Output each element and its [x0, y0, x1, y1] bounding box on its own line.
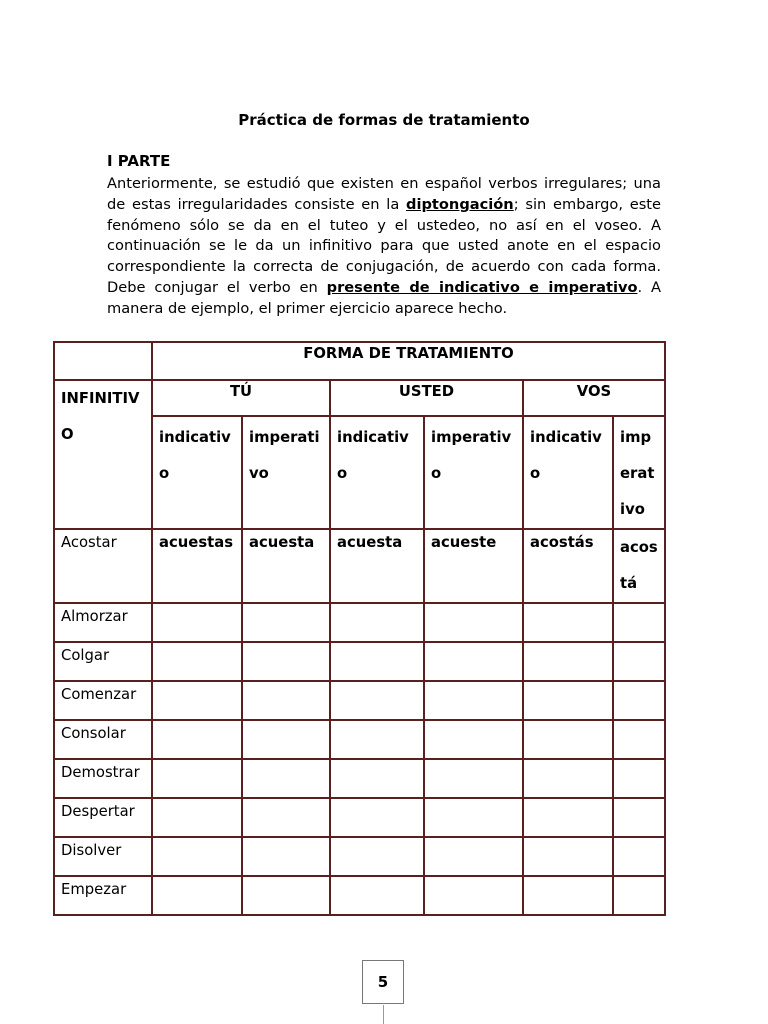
tu-indicativo-header: indicativo — [152, 416, 242, 529]
usted-indicativo-header: indicativo — [330, 416, 424, 529]
answer-input-cell[interactable] — [152, 798, 242, 837]
answer-input-cell[interactable] — [523, 759, 613, 798]
answer-input-cell[interactable] — [152, 681, 242, 720]
answer-input-cell[interactable] — [330, 876, 424, 915]
emphasis-diptongacion: diptongación — [406, 195, 514, 213]
table-row — [54, 720, 665, 759]
answer-input-cell[interactable] — [613, 681, 665, 720]
answer-input-cell[interactable] — [523, 876, 613, 915]
vos-indicativo-header: indicativo — [523, 416, 613, 529]
answer-input-cell[interactable] — [613, 720, 665, 759]
corner-cell — [54, 342, 152, 380]
answer-input-cell[interactable] — [424, 681, 523, 720]
table-row — [54, 837, 665, 876]
answer-input-cell[interactable] — [523, 837, 613, 876]
answer-input-cell[interactable] — [424, 837, 523, 876]
vos-imperativo-header: imperativo — [613, 416, 665, 529]
answer-input-cell[interactable] — [242, 837, 330, 876]
answer-input-cell[interactable] — [242, 603, 330, 642]
answer-input-cell[interactable] — [523, 798, 613, 837]
answer-input-cell[interactable] — [613, 876, 665, 915]
answer-input-cell[interactable] — [242, 681, 330, 720]
answer-cell: acueste — [424, 529, 523, 603]
page-number: 5 — [362, 960, 404, 1004]
answer-input-cell[interactable] — [523, 603, 613, 642]
table-row — [54, 642, 665, 681]
answer-input-cell[interactable] — [424, 642, 523, 681]
verb-cell: Colgar — [54, 642, 152, 681]
answer-input-cell[interactable] — [613, 603, 665, 642]
page-number-connector — [383, 1005, 386, 1024]
answer-input-cell[interactable] — [613, 837, 665, 876]
instructions-paragraph — [107, 174, 661, 320]
verb-cell: Comenzar — [54, 681, 152, 720]
answer-input-cell[interactable] — [523, 720, 613, 759]
verb-cell: Despertar — [54, 798, 152, 837]
paragraph-text-1: Anteriormente, se estudió que existen en español verbos irregulares; una de estas irregularidades consiste en la — [107, 175, 661, 213]
tu-imperativo-header: imperativo — [242, 416, 330, 529]
answer-input-cell[interactable] — [152, 603, 242, 642]
answer-input-cell[interactable] — [523, 681, 613, 720]
answer-input-cell[interactable] — [152, 642, 242, 681]
answer-input-cell[interactable] — [152, 876, 242, 915]
group-tu: TÚ — [152, 380, 330, 416]
section-heading: I PARTE — [107, 152, 171, 170]
answer-input-cell[interactable] — [613, 759, 665, 798]
answer-input-cell[interactable] — [152, 720, 242, 759]
verb-cell: Disolver — [54, 837, 152, 876]
document-title: Práctica de formas de tratamiento — [238, 111, 530, 129]
usted-imperativo-header: imperativo — [424, 416, 523, 529]
answer-cell: acuestas — [152, 529, 242, 603]
answer-input-cell[interactable] — [424, 603, 523, 642]
verb-cell: Empezar — [54, 876, 152, 915]
infinitive-header: INFINITIVO — [54, 380, 152, 529]
answer-cell: acostá — [613, 529, 665, 603]
answer-input-cell[interactable] — [613, 642, 665, 681]
answer-input-cell[interactable] — [242, 876, 330, 915]
paragraph-text-3: . A manera de ejemplo, el primer ejercicio aparece hecho. — [107, 278, 661, 317]
emphasis-tenses: presente de indicativo e imperativo — [326, 278, 638, 296]
answer-input-cell[interactable] — [330, 681, 424, 720]
answer-input-cell[interactable] — [330, 642, 424, 681]
answer-input-cell[interactable] — [242, 720, 330, 759]
table-row-example — [54, 529, 665, 603]
group-usted: USTED — [330, 380, 523, 416]
answer-input-cell[interactable] — [424, 798, 523, 837]
answer-input-cell[interactable] — [242, 642, 330, 681]
verb-cell: Almorzar — [54, 603, 152, 642]
main-header: FORMA DE TRATAMIENTO — [152, 342, 665, 380]
answer-input-cell[interactable] — [424, 876, 523, 915]
answer-cell: acuesta — [330, 529, 424, 603]
answer-input-cell[interactable] — [330, 798, 424, 837]
verb-cell: Acostar — [54, 529, 152, 603]
verb-cell: Consolar — [54, 720, 152, 759]
table-row — [54, 876, 665, 915]
answer-cell: acuesta — [242, 529, 330, 603]
table-row — [54, 759, 665, 798]
answer-input-cell[interactable] — [242, 798, 330, 837]
answer-input-cell[interactable] — [152, 837, 242, 876]
answer-input-cell[interactable] — [330, 603, 424, 642]
answer-cell: acostás — [523, 529, 613, 603]
group-vos: VOS — [523, 380, 665, 416]
answer-input-cell[interactable] — [523, 642, 613, 681]
answer-input-cell[interactable] — [242, 759, 330, 798]
answer-input-cell[interactable] — [152, 759, 242, 798]
answer-input-cell[interactable] — [424, 720, 523, 759]
table-row — [54, 798, 665, 837]
paragraph-text-2: ; sin embargo, este fenómeno sólo se da en el tuteo y el ustedeo, no así en el voseo. A continuación se le da un infinitivo para que usted anote en el espacio correspondiente la correcta de conjugación, de acuerdo con cada forma. Debe conjugar el verbo en — [107, 195, 662, 296]
answer-input-cell[interactable] — [613, 798, 665, 837]
conjugation-table — [53, 341, 666, 916]
answer-input-cell[interactable] — [330, 720, 424, 759]
answer-input-cell[interactable] — [424, 759, 523, 798]
table-row — [54, 603, 665, 642]
answer-input-cell[interactable] — [330, 759, 424, 798]
answer-input-cell[interactable] — [330, 837, 424, 876]
verb-cell: Demostrar — [54, 759, 152, 798]
table-row — [54, 681, 665, 720]
